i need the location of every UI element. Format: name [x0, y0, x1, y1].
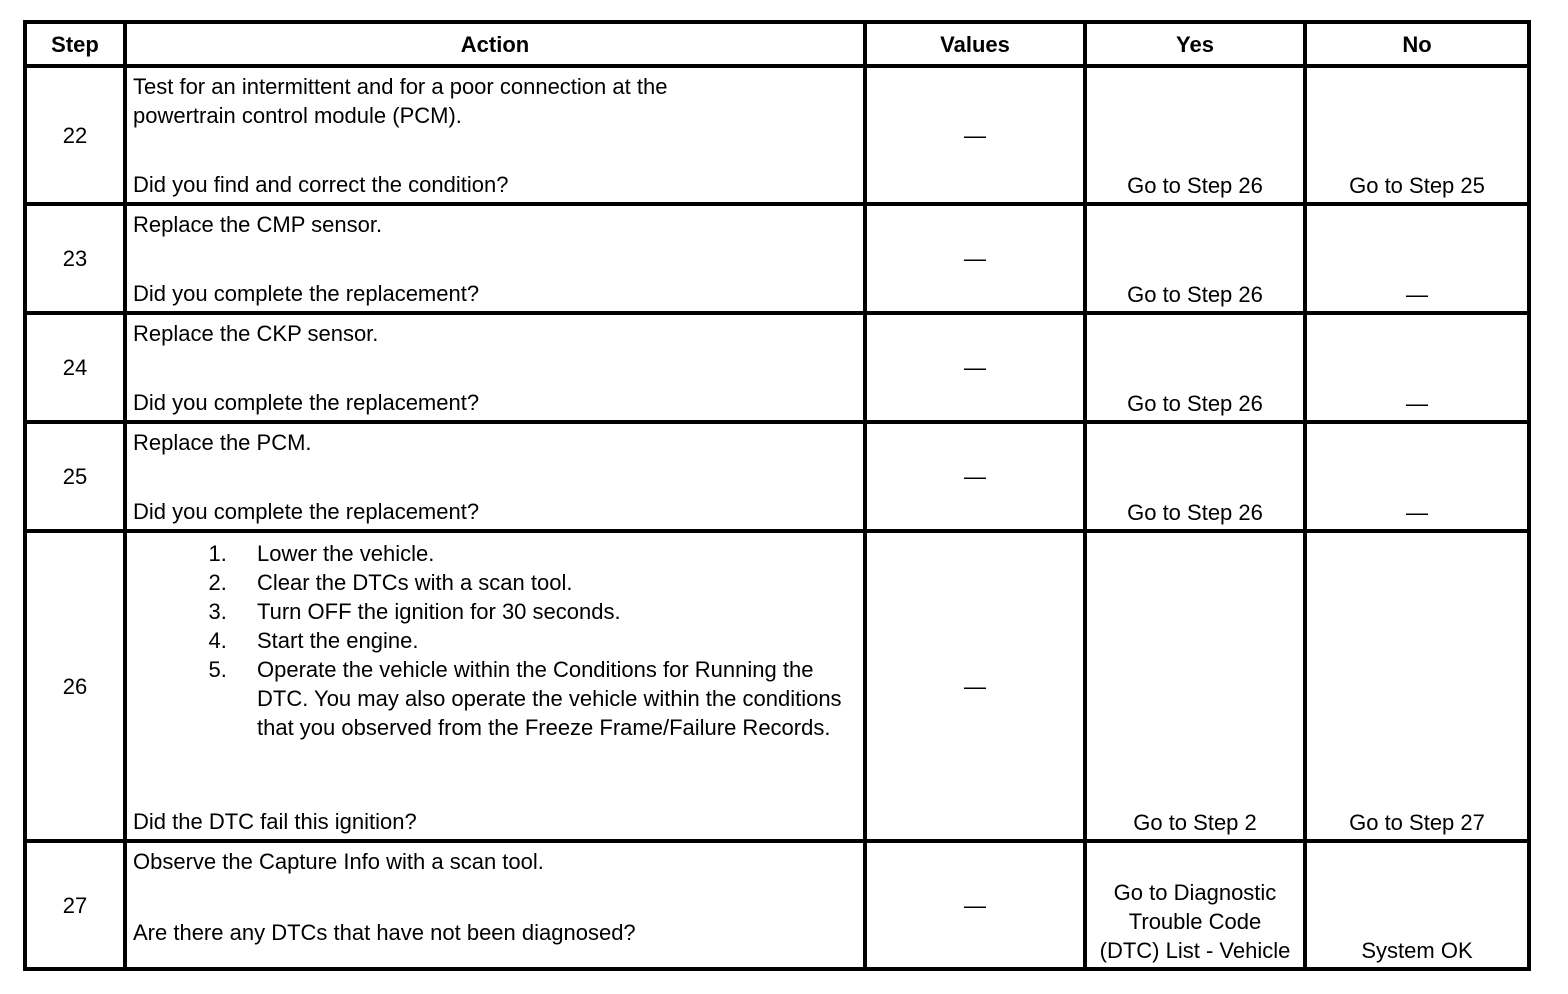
- no-cell: —: [1305, 422, 1529, 531]
- values-cell: —: [865, 422, 1085, 531]
- action-question: Did the DTC fail this ignition?: [133, 809, 417, 834]
- table-row: [25, 204, 1529, 313]
- table-row: [25, 66, 1529, 204]
- step-number: 27: [25, 841, 125, 969]
- step-number: 23: [25, 204, 125, 313]
- yes-cell: Go to Step 2: [1085, 531, 1305, 841]
- values-cell: —: [865, 841, 1085, 969]
- yes-text: Go to Diagnostic Trouble Code (DTC) List - Vehicle: [1099, 880, 1291, 963]
- header-values: Values: [865, 22, 1085, 66]
- yes-cell: Go to Step 26: [1085, 313, 1305, 422]
- action-question: Are there any DTCs that have not been diagnosed?: [133, 920, 636, 945]
- substep-item: 1. Lower the vehicle.: [233, 539, 857, 568]
- header-action: Action: [125, 22, 865, 66]
- step-number: 26: [25, 531, 125, 841]
- substep-item: 2. Clear the DTCs with a scan tool.: [233, 568, 857, 597]
- step-number: 24: [25, 313, 125, 422]
- no-cell: —: [1305, 204, 1529, 313]
- action-cell: [125, 313, 865, 422]
- diagnostic-table: [23, 20, 1531, 971]
- values-cell: —: [865, 313, 1085, 422]
- header-yes: Yes: [1085, 22, 1305, 66]
- substep-item: 4. Start the engine.: [233, 626, 857, 655]
- action-question: Did you complete the replacement?: [133, 499, 480, 524]
- action-question: Did you complete the replacement?: [133, 281, 480, 306]
- header-row: [25, 22, 1529, 66]
- values-cell: —: [865, 531, 1085, 841]
- no-cell: System OK: [1305, 841, 1529, 969]
- action-text: Replace the CMP sensor.: [133, 212, 383, 237]
- no-cell: Go to Step 27: [1305, 531, 1529, 841]
- header-step: Step: [25, 22, 125, 66]
- action-cell: [125, 66, 865, 204]
- substep-item: 5. Operate the vehicle within the Conditions for Running the DTC. You may also operate the vehicle within the conditions that you observed from the Freeze Frame/Failure Records.: [233, 655, 857, 742]
- substep-list: [133, 539, 857, 742]
- action-cell: [125, 422, 865, 531]
- table-row: [25, 531, 1529, 841]
- action-text: Replace the PCM.: [133, 430, 312, 455]
- step-number: 25: [25, 422, 125, 531]
- action-cell: [125, 841, 865, 969]
- substep-item: 3. Turn OFF the ignition for 30 seconds.: [233, 597, 857, 626]
- action-question: Did you complete the replacement?: [133, 390, 480, 415]
- action-text: Replace the CKP sensor.: [133, 321, 379, 346]
- action-question: Did you find and correct the condition?: [133, 172, 509, 197]
- table-row: [25, 422, 1529, 531]
- yes-cell: Go to Step 26: [1085, 422, 1305, 531]
- table-row: [25, 841, 1529, 969]
- action-cell: [125, 531, 865, 841]
- yes-cell: Go to Step 26: [1085, 66, 1305, 204]
- values-cell: —: [865, 204, 1085, 313]
- no-cell: —: [1305, 313, 1529, 422]
- action-text: Test for an intermittent and for a poor connection at the powertrain control module (PCM).: [133, 74, 668, 128]
- step-number: 22: [25, 66, 125, 204]
- no-cell: Go to Step 25: [1305, 66, 1529, 204]
- values-cell: —: [865, 66, 1085, 204]
- action-cell: [125, 204, 865, 313]
- action-text: Observe the Capture Info with a scan tool.: [133, 849, 544, 874]
- table-row: [25, 313, 1529, 422]
- header-no: No: [1305, 22, 1529, 66]
- yes-cell: [1085, 841, 1305, 969]
- yes-cell: Go to Step 26: [1085, 204, 1305, 313]
